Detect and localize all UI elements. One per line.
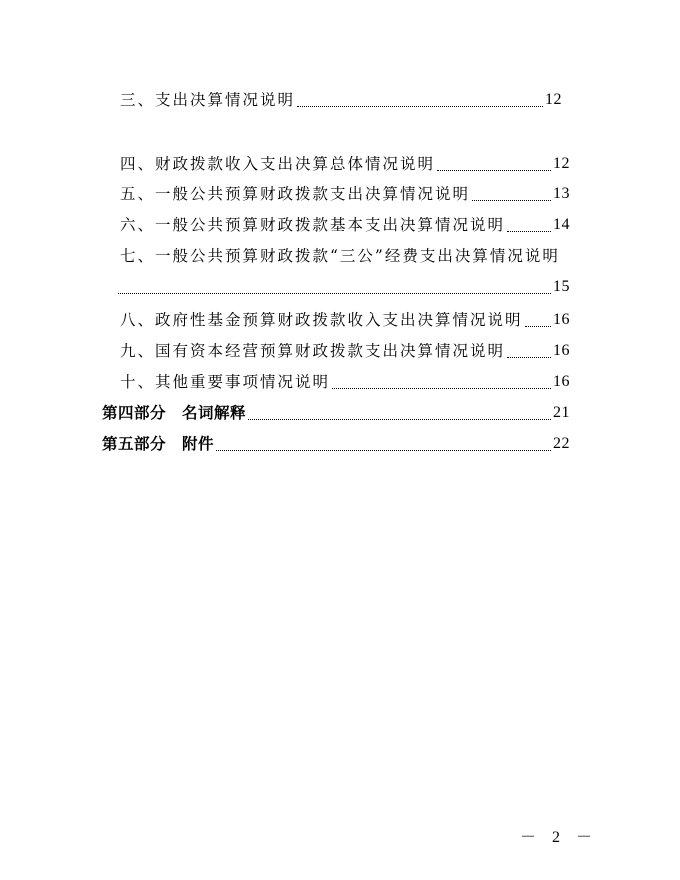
toc-entry-10[interactable]	[120, 370, 570, 392]
toc-part-4[interactable]	[102, 401, 570, 423]
toc-part-5[interactable]	[102, 432, 570, 454]
toc-part-label: 第五部分 附件	[102, 435, 215, 453]
dot-leader	[525, 326, 551, 327]
toc-entry-label: 八、政府性基金预算财政拨款收入支出决算情况说明	[120, 311, 523, 329]
toc-entry-label: 十、其他重要事项情况说明	[120, 373, 331, 391]
dot-leader	[118, 293, 551, 294]
toc-page-number: 12	[553, 155, 570, 172]
toc-entry-7-continuation[interactable]	[118, 275, 570, 297]
toc-entry-9[interactable]	[120, 339, 570, 361]
toc-entry-5[interactable]	[120, 182, 570, 204]
toc-part-label: 第四部分 名词解释	[102, 404, 247, 422]
dot-leader	[472, 200, 551, 201]
toc-page-number: 13	[553, 185, 570, 202]
dot-leader	[297, 106, 543, 107]
toc-entry-label: 七、一般公共预算财政拨款“三公”经费支出决算情况说明	[120, 247, 560, 265]
toc-page-number: 21	[553, 404, 570, 421]
toc-entry-label: 五、一般公共预算财政拨款支出决算情况说明	[120, 185, 471, 203]
toc-entry-8[interactable]	[120, 308, 570, 330]
toc-entry-7[interactable]	[120, 244, 580, 266]
toc-entry-label: 九、国有资本经营预算财政拨款支出决算情况说明	[120, 342, 506, 360]
page-number-footer: － 2 －	[520, 829, 599, 846]
dot-leader	[437, 170, 551, 171]
toc-page-number: 15	[553, 278, 570, 295]
toc-page-number: 22	[553, 435, 570, 452]
dot-leader	[216, 450, 551, 451]
toc-entry-label: 三、支出决算情况说明	[120, 91, 296, 109]
toc-page-number: 12	[545, 91, 562, 108]
toc-entry-6[interactable]	[120, 213, 570, 235]
toc-entry-3[interactable]	[120, 88, 562, 110]
toc-page-number: 14	[553, 216, 570, 233]
dot-leader	[507, 357, 551, 358]
toc-page-number: 16	[553, 373, 570, 390]
toc-page-number: 16	[553, 342, 570, 359]
dot-leader	[507, 231, 551, 232]
toc-entry-label: 四、财政拨款收入支出决算总体情况说明	[120, 155, 436, 173]
toc-page-number: 16	[553, 311, 570, 328]
toc-entry-label: 六、一般公共预算财政拨款基本支出决算情况说明	[120, 216, 506, 234]
dot-leader	[248, 419, 551, 420]
dot-leader	[332, 388, 551, 389]
toc-entry-4[interactable]	[120, 152, 570, 174]
